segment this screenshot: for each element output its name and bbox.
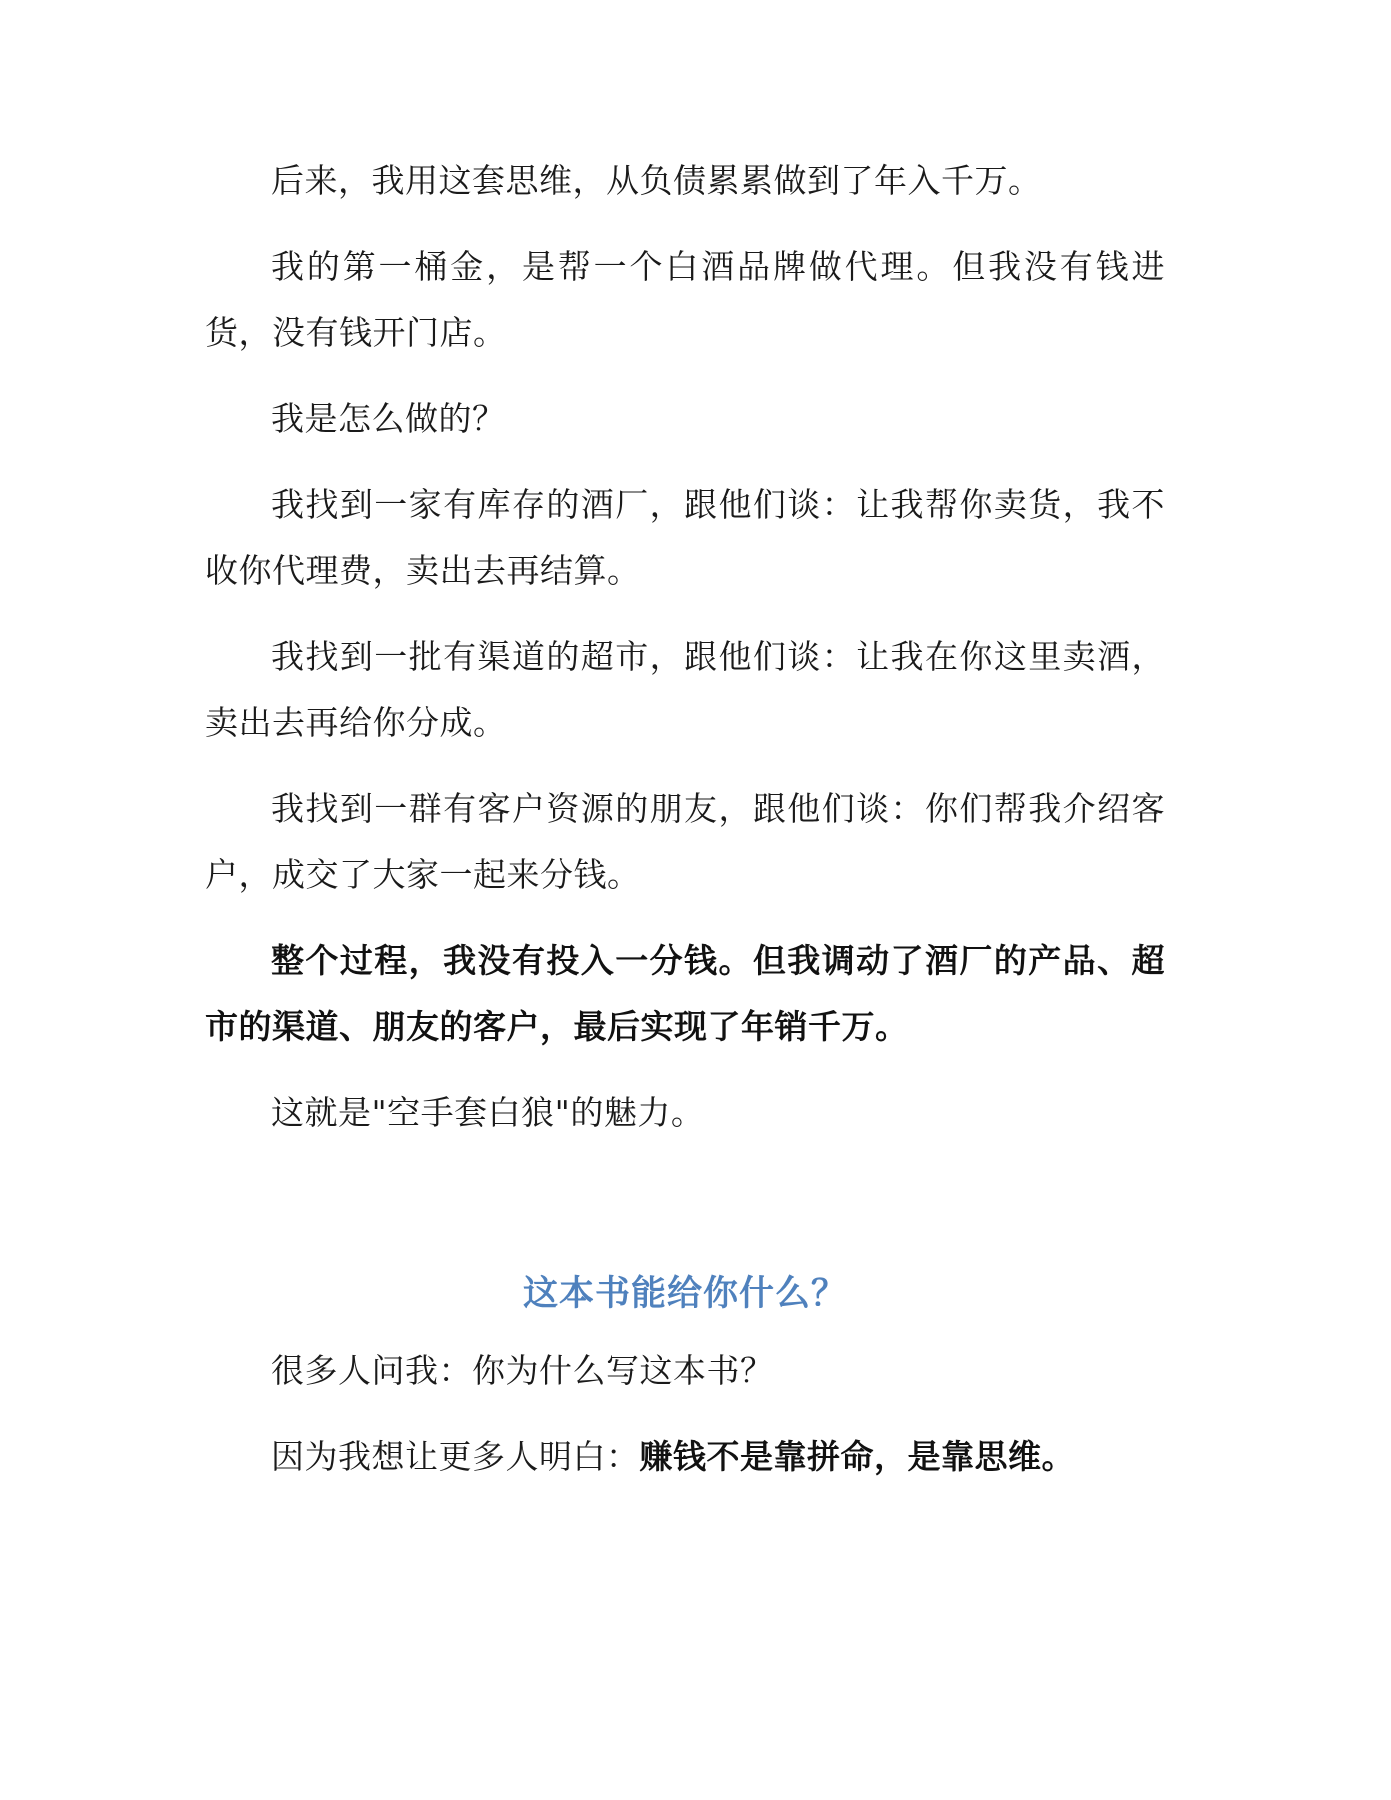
paragraph-8: 这就是"空手套白狼"的魅力。: [271, 1093, 705, 1132]
section-heading: 这本书能给你什么？: [522, 1273, 847, 1314]
paragraph-6: 我找到一群有客户资源的朋友，跟他们谈：你们帮我介绍客户，成交了大家一起来分钱。: [205, 789, 1165, 894]
paragraph-4: 我找到一家有库存的酒厂，跟他们谈：让我帮你卖货，我不收你代理费，卖出去再结算。: [205, 485, 1165, 590]
paragraph-3: 我是怎么做的？: [271, 399, 506, 438]
section-paragraph-2-bold: 赚钱不是靠拼命，是靠思维。: [639, 1437, 1075, 1476]
paragraph-5: 我找到一批有渠道的超市，跟他们谈：让我在你这里卖酒，卖出去再给你分成。: [205, 637, 1165, 742]
section-paragraph-2-lead: 因为我想让更多人明白：: [271, 1437, 640, 1476]
document-page: [205, 148, 1165, 1510]
section-paragraph-2: [205, 1424, 1165, 1490]
paragraph-1: 后来，我用这套思维，从负债累累做到了年入千万。: [271, 161, 1042, 200]
paragraph-7-bold: 整个过程，我没有投入一分钱。但我调动了酒厂的产品、超市的渠道、朋友的客户，最后实现了年销千万。: [205, 941, 1165, 1046]
section-paragraph-1: 很多人问我：你为什么写这本书？: [271, 1351, 774, 1390]
paragraph-2: 我的第一桶金，是帮一个白酒品牌做代理。但我没有钱进货，没有钱开门店。: [205, 247, 1165, 352]
